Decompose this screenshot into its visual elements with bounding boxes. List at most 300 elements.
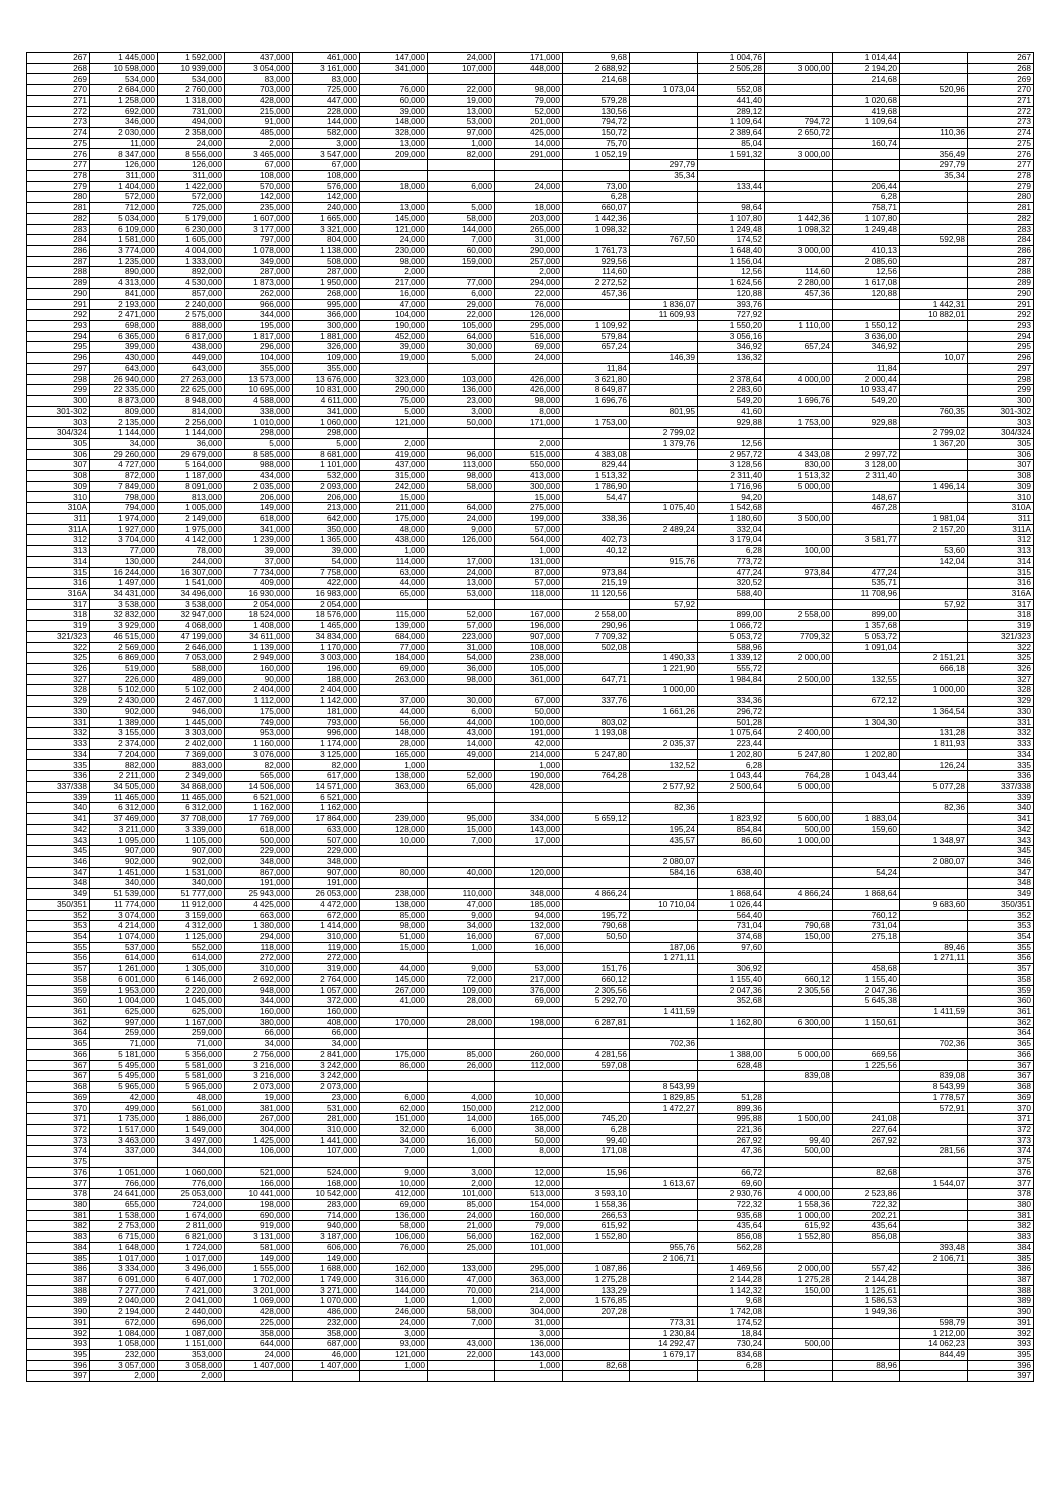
value-cell: 24,000 xyxy=(428,53,495,64)
value-cell: 7709,32 xyxy=(765,631,833,642)
value-cell: 99,40 xyxy=(765,1135,833,1146)
value-cell: 202,21 xyxy=(833,1210,900,1221)
value-cell xyxy=(630,1157,698,1168)
value-cell: 348,000 xyxy=(225,856,293,867)
value-cell: 946,000 xyxy=(158,706,225,717)
value-cell: 997,000 xyxy=(90,1017,158,1028)
value-cell: 114,60 xyxy=(765,267,833,278)
value-cell: 507,000 xyxy=(293,835,360,846)
value-cell xyxy=(698,685,765,696)
value-cell: 98,000 xyxy=(360,921,428,932)
value-cell: 120,88 xyxy=(698,288,765,299)
value-cell: 215,19 xyxy=(563,578,630,589)
value-cell: 14 506,000 xyxy=(225,781,293,792)
value-cell xyxy=(833,856,900,867)
value-cell: 399,000 xyxy=(90,342,158,353)
value-cell: 8,000 xyxy=(495,406,563,417)
row-id-end-cell: 287 xyxy=(968,256,1034,267)
value-cell: 296,000 xyxy=(225,342,293,353)
value-cell: 953,000 xyxy=(225,728,293,739)
row-id-end-cell: 275 xyxy=(968,138,1034,149)
value-cell: 381,000 xyxy=(225,1103,293,1114)
value-cell: 5,000 xyxy=(428,203,495,214)
value-cell: 114,60 xyxy=(563,267,630,278)
value-cell: 702,36 xyxy=(630,1039,698,1050)
row-id-cell: 300 xyxy=(27,396,90,407)
row-id-cell: 333 xyxy=(27,739,90,750)
value-cell: 23,000 xyxy=(293,1092,360,1103)
value-cell: 283,000 xyxy=(293,1199,360,1210)
value-cell: 426,000 xyxy=(495,374,563,385)
value-cell: 78,000 xyxy=(158,546,225,557)
value-cell xyxy=(900,878,968,889)
value-cell: 241,08 xyxy=(833,1114,900,1125)
value-cell: 143,000 xyxy=(495,824,563,835)
value-cell: 57,000 xyxy=(495,524,563,535)
value-cell: 139,000 xyxy=(360,621,428,632)
table-row xyxy=(27,1264,1034,1275)
value-cell: 326,000 xyxy=(293,342,360,353)
row-id-end-cell: 339 xyxy=(968,792,1034,803)
value-cell xyxy=(833,599,900,610)
table-row xyxy=(27,492,1034,503)
value-cell: 2 135,000 xyxy=(90,417,158,428)
value-cell: 17,000 xyxy=(495,835,563,846)
value-cell: 82,000 xyxy=(293,760,360,771)
value-cell: 238,000 xyxy=(495,653,563,664)
value-cell: 672,12 xyxy=(833,696,900,707)
value-cell: 4 313,000 xyxy=(90,278,158,289)
value-cell: 24,000 xyxy=(428,567,495,578)
value-cell xyxy=(428,1082,495,1093)
value-cell: 34,000 xyxy=(293,1039,360,1050)
value-cell: 67,000 xyxy=(495,696,563,707)
value-cell: 3 131,000 xyxy=(225,1232,293,1243)
row-id-end-cell: 298 xyxy=(968,374,1034,385)
value-cell: 1 091,04 xyxy=(833,642,900,653)
value-cell: 5,000 xyxy=(293,438,360,449)
value-cell: 3 463,000 xyxy=(90,1135,158,1146)
value-cell: 22,000 xyxy=(428,1349,495,1360)
value-cell: 2 957,72 xyxy=(698,449,765,460)
value-cell: 198,000 xyxy=(225,1199,293,1210)
value-cell: 24 641,000 xyxy=(90,1189,158,1200)
value-cell xyxy=(765,739,833,750)
value-cell xyxy=(630,256,698,267)
value-cell: 60,000 xyxy=(428,245,495,256)
value-cell xyxy=(698,1071,765,1082)
value-cell xyxy=(833,706,900,717)
value-cell: 3 593,10 xyxy=(563,1189,630,1200)
value-cell: 69,000 xyxy=(495,342,563,353)
value-cell: 366,000 xyxy=(293,310,360,321)
value-cell: 6,000 xyxy=(428,288,495,299)
value-cell: 4 866,24 xyxy=(563,889,630,900)
value-cell xyxy=(900,256,968,267)
value-cell: 118,000 xyxy=(495,588,563,599)
value-cell: 2 430,000 xyxy=(90,696,158,707)
value-cell: 2 073,000 xyxy=(293,1082,360,1093)
value-cell: 195,72 xyxy=(563,910,630,921)
value-cell xyxy=(900,181,968,192)
value-cell: 40,000 xyxy=(428,867,495,878)
row-id-cell: 275 xyxy=(27,138,90,149)
value-cell: 1 333,000 xyxy=(158,256,225,267)
value-cell: 12,56 xyxy=(698,267,765,278)
value-cell xyxy=(765,1371,833,1382)
value-cell: 34 431,000 xyxy=(90,588,158,599)
value-cell: 37 708,000 xyxy=(158,814,225,825)
value-cell: 372,000 xyxy=(293,996,360,1007)
value-cell: 2 467,000 xyxy=(158,696,225,707)
value-cell xyxy=(428,846,495,857)
value-cell: 618,000 xyxy=(225,513,293,524)
value-cell xyxy=(900,578,968,589)
value-cell: 209,000 xyxy=(360,149,428,160)
value-cell: 2 194,000 xyxy=(90,1307,158,1318)
value-cell xyxy=(495,878,563,889)
value-cell: 287,000 xyxy=(225,267,293,278)
value-cell: 588,40 xyxy=(698,588,765,599)
row-id-end-cell: 362 xyxy=(968,1017,1034,1028)
value-cell xyxy=(630,320,698,331)
value-cell: 2 505,28 xyxy=(698,63,765,74)
value-cell xyxy=(630,567,698,578)
value-cell: 69,000 xyxy=(360,1199,428,1210)
value-cell xyxy=(698,846,765,857)
value-cell: 834,68 xyxy=(698,1349,765,1360)
value-cell xyxy=(833,428,900,439)
value-cell: 988,000 xyxy=(225,460,293,471)
value-cell: 1 472,27 xyxy=(630,1103,698,1114)
value-cell: 2 799,02 xyxy=(900,428,968,439)
value-cell xyxy=(428,492,495,503)
value-cell: 5 356,000 xyxy=(158,1049,225,1060)
value-cell xyxy=(563,653,630,664)
value-cell xyxy=(765,1317,833,1328)
table-row xyxy=(27,921,1034,932)
value-cell xyxy=(90,1157,158,1168)
value-cell: 1 051,000 xyxy=(90,1167,158,1178)
value-cell: 428,000 xyxy=(225,1307,293,1318)
row-id-end-cell: 310 xyxy=(968,492,1034,503)
value-cell xyxy=(765,599,833,610)
value-cell: 4 383,08 xyxy=(563,449,630,460)
value-cell: 1 541,000 xyxy=(158,578,225,589)
value-cell: 25 943,000 xyxy=(225,889,293,900)
row-id-end-cell: 378 xyxy=(968,1189,1034,1200)
value-cell: 126,24 xyxy=(900,760,968,771)
value-cell: 5 495,000 xyxy=(90,1071,158,1082)
value-cell: 11 465,000 xyxy=(158,792,225,803)
value-cell: 10 441,000 xyxy=(225,1189,293,1200)
table-row xyxy=(27,535,1034,546)
value-cell: 32 832,000 xyxy=(90,610,158,621)
value-cell xyxy=(630,921,698,932)
value-cell: 107,000 xyxy=(293,1146,360,1157)
row-id-end-cell: 328 xyxy=(968,685,1034,696)
value-cell xyxy=(765,846,833,857)
row-id-cell: 343 xyxy=(27,835,90,846)
table-row xyxy=(27,1349,1034,1360)
value-cell: 9,68 xyxy=(563,53,630,64)
table-row xyxy=(27,1371,1034,1382)
value-cell: 1 304,30 xyxy=(833,717,900,728)
value-cell: 1 531,000 xyxy=(158,867,225,878)
value-cell xyxy=(833,878,900,889)
value-cell xyxy=(360,160,428,171)
row-id-cell: 389 xyxy=(27,1296,90,1307)
value-cell xyxy=(698,792,765,803)
value-cell: 215,000 xyxy=(225,106,293,117)
value-cell: 341,000 xyxy=(293,406,360,417)
value-cell xyxy=(630,331,698,342)
value-cell xyxy=(630,1189,698,1200)
value-cell: 1 087,000 xyxy=(158,1328,225,1339)
value-cell xyxy=(360,685,428,696)
table-row xyxy=(27,899,1034,910)
value-cell xyxy=(900,471,968,482)
value-cell: 337,76 xyxy=(563,696,630,707)
value-cell: 356,49 xyxy=(900,149,968,160)
row-id-end-cell: 290 xyxy=(968,288,1034,299)
row-id-end-cell: 315 xyxy=(968,567,1034,578)
value-cell xyxy=(833,1371,900,1382)
value-cell: 1 407,000 xyxy=(225,1360,293,1371)
value-cell: 214,68 xyxy=(833,74,900,85)
value-cell: 1 605,000 xyxy=(158,235,225,246)
value-cell: 1 017,000 xyxy=(90,1253,158,1264)
value-cell: 1 095,000 xyxy=(90,835,158,846)
value-cell: 773,31 xyxy=(630,1317,698,1328)
value-cell: 2,000 xyxy=(225,138,293,149)
value-cell: 346,000 xyxy=(90,117,158,128)
row-id-cell: 381 xyxy=(27,1210,90,1221)
value-cell: 2 157,20 xyxy=(900,524,968,535)
value-cell: 37 469,000 xyxy=(90,814,158,825)
value-cell: 7 053,000 xyxy=(158,653,225,664)
value-cell: 214,000 xyxy=(495,1285,563,1296)
value-cell: 907,000 xyxy=(158,846,225,857)
value-cell: 76,000 xyxy=(360,85,428,96)
value-cell: 9,68 xyxy=(698,1296,765,1307)
value-cell: 2 211,000 xyxy=(90,771,158,782)
table-row xyxy=(27,63,1034,74)
value-cell: 486,000 xyxy=(293,1307,360,1318)
row-id-end-cell: 365 xyxy=(968,1039,1034,1050)
value-cell: 6 300,00 xyxy=(765,1017,833,1028)
value-cell xyxy=(900,342,968,353)
row-id-end-cell: 313 xyxy=(968,546,1034,557)
value-cell: 6 521,000 xyxy=(293,792,360,803)
value-cell: 1 004,76 xyxy=(698,53,765,64)
value-cell xyxy=(900,674,968,685)
value-cell xyxy=(765,85,833,96)
row-id-end-cell: 309 xyxy=(968,481,1034,492)
value-cell xyxy=(900,1307,968,1318)
value-cell: 14 062,23 xyxy=(900,1339,968,1350)
value-cell: 121,000 xyxy=(360,1349,428,1360)
value-cell: 2 093,000 xyxy=(293,481,360,492)
value-cell xyxy=(765,1242,833,1253)
value-cell: 3 187,000 xyxy=(293,1232,360,1243)
table-row xyxy=(27,513,1034,524)
value-cell: 290,96 xyxy=(563,621,630,632)
value-cell xyxy=(900,814,968,825)
value-cell: 144,000 xyxy=(360,1285,428,1296)
table-row xyxy=(27,974,1034,985)
value-cell: 872,000 xyxy=(90,471,158,482)
value-cell: 2 841,000 xyxy=(293,1049,360,1060)
value-cell: 48,000 xyxy=(360,524,428,535)
value-cell: 105,000 xyxy=(495,663,563,674)
table-row xyxy=(27,471,1034,482)
value-cell: 5 247,80 xyxy=(563,749,630,760)
value-cell xyxy=(563,1157,630,1168)
value-cell: 136,000 xyxy=(428,385,495,396)
value-cell: 50,000 xyxy=(495,1135,563,1146)
value-cell: 1 513,32 xyxy=(563,471,630,482)
value-cell: 598,79 xyxy=(900,1317,968,1328)
value-cell xyxy=(360,428,428,439)
value-cell: 323,000 xyxy=(360,374,428,385)
value-cell: 171,08 xyxy=(563,1146,630,1157)
value-cell: 350,000 xyxy=(293,524,360,535)
value-cell: 3,000 xyxy=(293,138,360,149)
table-row xyxy=(27,781,1034,792)
value-cell: 159,60 xyxy=(833,824,900,835)
value-cell: 62,000 xyxy=(360,1103,428,1114)
value-cell: 803,02 xyxy=(563,717,630,728)
value-cell: 89,46 xyxy=(900,942,968,953)
row-id-end-cell: 269 xyxy=(968,74,1034,85)
value-cell: 2 575,000 xyxy=(158,310,225,321)
value-cell: 51,28 xyxy=(698,1092,765,1103)
row-id-cell: 382 xyxy=(27,1221,90,1232)
value-cell: 1 648,000 xyxy=(90,1242,158,1253)
value-cell: 48,000 xyxy=(158,1092,225,1103)
value-cell xyxy=(630,492,698,503)
value-cell: 69,000 xyxy=(360,663,428,674)
value-cell xyxy=(765,1178,833,1189)
value-cell: 467,28 xyxy=(833,503,900,514)
value-cell xyxy=(765,192,833,203)
value-cell: 655,000 xyxy=(90,1199,158,1210)
value-cell: 15,96 xyxy=(563,1167,630,1178)
value-cell: 2 799,02 xyxy=(630,428,698,439)
value-cell: 1 881,000 xyxy=(293,331,360,342)
value-cell: 174,52 xyxy=(698,1317,765,1328)
value-cell xyxy=(630,546,698,557)
value-cell: 4 472,000 xyxy=(293,899,360,910)
value-cell: 86,60 xyxy=(698,835,765,846)
value-cell: 83,000 xyxy=(225,74,293,85)
value-cell: 300,000 xyxy=(293,320,360,331)
value-cell: 18,84 xyxy=(698,1328,765,1339)
value-cell: 1 162,80 xyxy=(698,1017,765,1028)
value-cell xyxy=(765,428,833,439)
value-cell: 1 465,000 xyxy=(293,621,360,632)
row-id-end-cell: 397 xyxy=(968,1371,1034,1382)
row-id-end-cell: 314 xyxy=(968,556,1034,567)
value-cell: 1 883,04 xyxy=(833,814,900,825)
value-cell xyxy=(563,406,630,417)
row-id-cell: 364 xyxy=(27,1028,90,1039)
value-cell: 63,000 xyxy=(360,567,428,578)
row-id-cell: 298 xyxy=(27,374,90,385)
value-cell: 703,000 xyxy=(225,85,293,96)
value-cell xyxy=(900,1124,968,1135)
value-cell: 267,92 xyxy=(698,1135,765,1146)
value-cell xyxy=(698,74,765,85)
table-row xyxy=(27,621,1034,632)
value-cell: 2 054,000 xyxy=(225,599,293,610)
value-cell: 1 425,000 xyxy=(225,1135,293,1146)
value-cell: 1 109,64 xyxy=(698,117,765,128)
value-cell: 1 445,000 xyxy=(158,717,225,728)
value-cell xyxy=(900,267,968,278)
value-cell xyxy=(900,889,968,900)
value-cell xyxy=(765,696,833,707)
value-cell xyxy=(765,95,833,106)
value-cell: 106,000 xyxy=(360,1232,428,1243)
value-cell: 412,000 xyxy=(360,1189,428,1200)
value-cell: 458,68 xyxy=(833,964,900,975)
row-id-end-cell: 300 xyxy=(968,396,1034,407)
value-cell xyxy=(833,1082,900,1093)
value-cell xyxy=(765,856,833,867)
value-cell: 2 047,36 xyxy=(833,985,900,996)
value-cell: 94,000 xyxy=(495,910,563,921)
value-cell xyxy=(900,974,968,985)
row-id-end-cell: 349 xyxy=(968,889,1034,900)
row-id-end-cell: 381 xyxy=(968,1210,1034,1221)
value-cell: 1 613,67 xyxy=(630,1178,698,1189)
value-cell: 8 649,87 xyxy=(563,385,630,396)
value-cell xyxy=(765,235,833,246)
value-cell: 1 305,000 xyxy=(158,964,225,975)
value-cell: 15,000 xyxy=(360,492,428,503)
value-cell: 839,08 xyxy=(900,1071,968,1082)
value-cell: 555,72 xyxy=(698,663,765,674)
value-cell xyxy=(360,1071,428,1082)
value-cell: 2 400,00 xyxy=(765,728,833,739)
value-cell: 257,000 xyxy=(495,256,563,267)
table-row xyxy=(27,1242,1034,1253)
value-cell xyxy=(630,1114,698,1125)
value-cell: 1 098,32 xyxy=(563,224,630,235)
value-cell xyxy=(630,985,698,996)
value-cell: 41,60 xyxy=(698,406,765,417)
value-cell: 38,000 xyxy=(495,1124,563,1135)
row-id-cell: 283 xyxy=(27,224,90,235)
value-cell: 82,68 xyxy=(833,1167,900,1178)
value-cell: 441,40 xyxy=(698,95,765,106)
row-id-end-cell: 304/324 xyxy=(968,428,1034,439)
value-cell: 801,95 xyxy=(630,406,698,417)
value-cell xyxy=(360,1157,428,1168)
value-cell: 722,32 xyxy=(833,1199,900,1210)
value-cell: 1 411,59 xyxy=(900,1006,968,1017)
value-cell: 37,000 xyxy=(225,556,293,567)
value-cell: 94,20 xyxy=(698,492,765,503)
row-id-end-cell: 347 xyxy=(968,867,1034,878)
value-cell: 56,000 xyxy=(360,717,428,728)
value-cell: 2 106,71 xyxy=(900,1253,968,1264)
value-cell: 1 811,93 xyxy=(900,739,968,750)
value-cell: 16 930,000 xyxy=(225,588,293,599)
value-cell: 259,000 xyxy=(90,1028,158,1039)
